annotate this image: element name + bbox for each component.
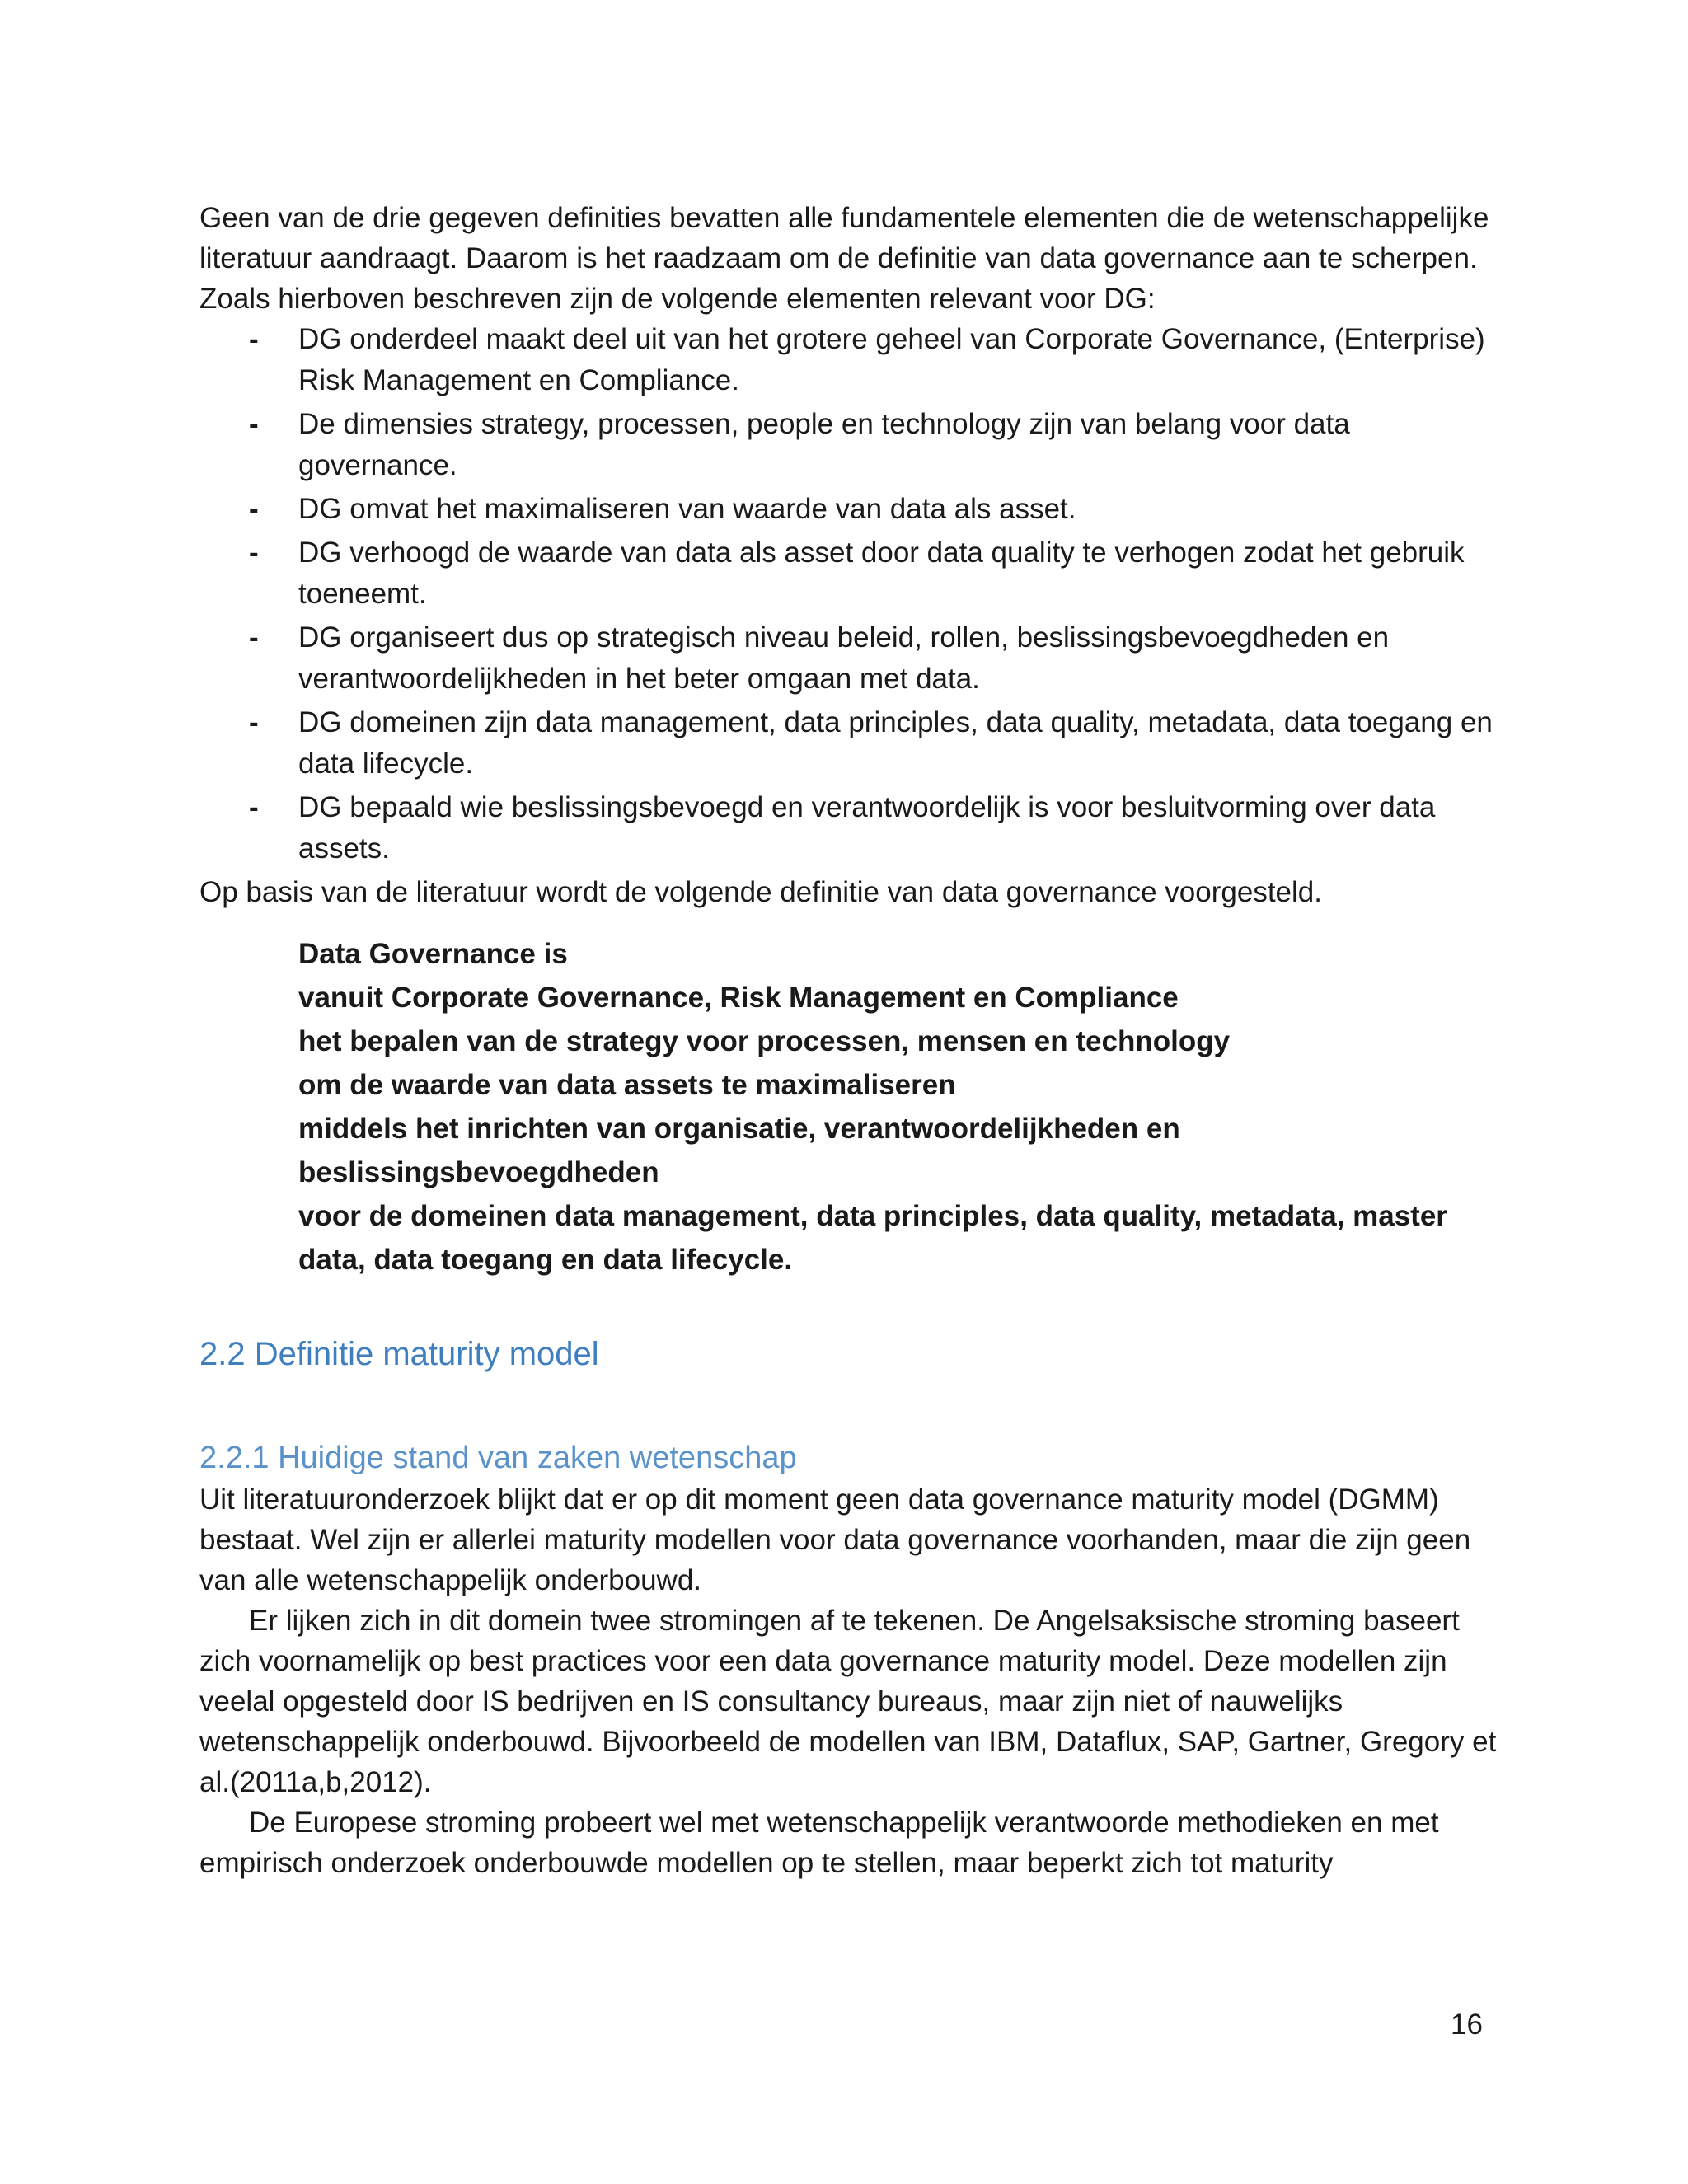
document-page bbox=[199, 198, 1502, 1883]
bullet-dash: - bbox=[249, 621, 259, 654]
subsection-heading: 2.2.1 Huidige stand van zaken wetenschap bbox=[199, 1441, 797, 1475]
list-item bbox=[199, 489, 1502, 530]
definition-line: om de waarde van data assets te maximaliseren bbox=[298, 1069, 956, 1101]
body-paragraph: Er lijken zich in dit domein twee stromingen af te tekenen. De Angelsaksische stroming baseert zich voornamelijk op best practices voor een data governance maturity model. Deze modellen zijn veelal opgesteld door IS bedrijven en IS consultancy bureaus, maar zijn niet of nauwelijks wetenschappelijk onderbouwd. Bijvoorbeeld de modellen van IBM, Dataflux, SAP, Gartner, Gregory et al.(2011a,b,2012). bbox=[199, 1605, 1497, 1798]
section-heading: 2.2 Definitie maturity model bbox=[199, 1336, 599, 1372]
list-item bbox=[199, 617, 1502, 700]
list-item-text: DG domeinen zijn data management, data principles, data quality, metadata, data toegang en data lifecycle. bbox=[298, 706, 1493, 780]
bullet-dash: - bbox=[249, 537, 259, 569]
dg-definition-block bbox=[199, 932, 1502, 1282]
bullet-dash: - bbox=[249, 791, 259, 823]
body-paragraph: De Europese stroming probeert wel met wetenschappelijk verantwoorde methodieken en met empirisch onderzoek onderbouwde modellen op te stellen, maar beperkt zich tot maturity bbox=[199, 1807, 1439, 1879]
proposal-paragraph: Op basis van de literatuur wordt de volgende definitie van data governance voorgesteld. bbox=[199, 876, 1322, 908]
list-item-text: DG bepaald wie beslissingsbevoegd en verantwoordelijk is voor besluitvorming over data assets. bbox=[298, 791, 1436, 865]
bullet-dash: - bbox=[249, 408, 259, 440]
list-item-text: DG organiseert dus op strategisch niveau beleid, rollen, beslissingsbevoegdheden en verantwoordelijkheden in het beter omgaan met data. bbox=[298, 621, 1390, 695]
list-item bbox=[199, 532, 1502, 615]
bullet-dash: - bbox=[249, 493, 259, 525]
list-item-text: DG onderdeel maakt deel uit van het grotere geheel van Corporate Governance, (Enterprise) Risk Management en Compliance. bbox=[298, 323, 1485, 396]
bullet-dash: - bbox=[249, 706, 259, 738]
bullet-dash: - bbox=[249, 323, 259, 355]
definition-line: Data Governance is bbox=[298, 938, 568, 970]
list-item bbox=[199, 787, 1502, 869]
page-number: 16 bbox=[1451, 2008, 1483, 2041]
intro-paragraph: Geen van de drie gegeven definities bevatten alle fundamentele elementen die de wetenschappelijke literatuur aandraagt. Daarom is het raadzaam om de definitie van data governance aan te scherpen. Zoals hierboven beschreven zijn de volgende elementen relevant voor DG: bbox=[199, 202, 1489, 315]
body-paragraph: Uit literatuuronderzoek blijkt dat er op dit moment geen data governance maturity model (DGMM) bestaat. Wel zijn er allerlei maturity modellen voor data governance voorhanden, maar die zijn geen van alle wetenschappelijk onderbouwd. bbox=[199, 1483, 1471, 1596]
definition-line: voor de domeinen data management, data principles, data quality, metadata, master data, data toegang en data lifecycle. bbox=[298, 1200, 1447, 1276]
list-item-text: DG verhoogd de waarde van data als asset door data quality te verhogen zodat het gebruik toeneemt. bbox=[298, 537, 1465, 610]
list-item-text: DG omvat het maximaliseren van waarde van data als asset. bbox=[298, 493, 1076, 525]
definition-line: het bepalen van de strategy voor processen, mensen en technology bbox=[298, 1025, 1231, 1057]
definition-line: middels het inrichten van organisatie, verantwoordelijkheden en beslissingsbevoegdheden bbox=[298, 1113, 1180, 1188]
dg-elements-list bbox=[199, 319, 1502, 869]
definition-line: vanuit Corporate Governance, Risk Management en Compliance bbox=[298, 982, 1179, 1014]
list-item-text: De dimensies strategy, processen, people en technology zijn van belang voor data governance. bbox=[298, 408, 1350, 481]
list-item bbox=[199, 319, 1502, 401]
list-item bbox=[199, 404, 1502, 486]
list-item bbox=[199, 702, 1502, 785]
